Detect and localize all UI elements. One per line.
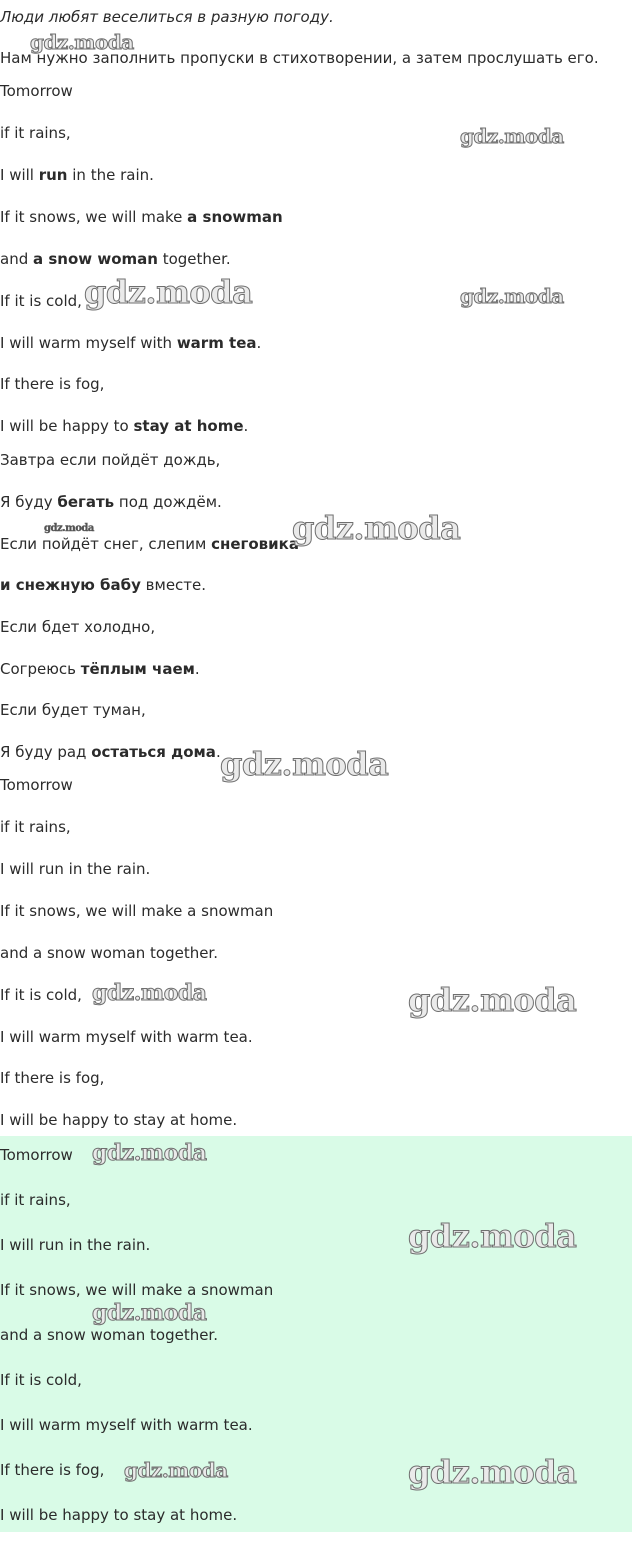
poem-line-plain: I will run in the rain. xyxy=(0,860,151,878)
watermark: gdz.moda xyxy=(92,1140,207,1166)
poem-line-highlighted: If it is cold, xyxy=(0,1371,82,1389)
poem-line-plain: If it is cold, xyxy=(0,986,82,1004)
poem-line-highlighted: if it rains, xyxy=(0,1191,71,1209)
poem-line-filled: Tomorrow xyxy=(0,82,73,100)
poem-line-plain: I will be happy to stay at home. xyxy=(0,1111,238,1129)
translation-line: и снежную бабу вместе. xyxy=(0,576,207,594)
watermark: gdz.moda xyxy=(292,509,461,547)
subtitle: Люди любят веселиться в разную погоду. xyxy=(0,8,334,26)
poem-line-filled: and a snow woman together. xyxy=(0,250,231,268)
poem-line-filled: if it rains, xyxy=(0,124,71,142)
poem-line-highlighted: I will be happy to stay at home. xyxy=(0,1506,238,1524)
poem-line-highlighted: If there is fog, xyxy=(0,1461,105,1479)
watermark: gdz.moda xyxy=(408,981,577,1019)
poem-line-plain: I will warm myself with warm tea. xyxy=(0,1028,253,1046)
poem-line-filled: If it snows, we will make a snowman xyxy=(0,208,283,226)
poem-line-plain: and a snow woman together. xyxy=(0,944,218,962)
watermark: gdz.moda xyxy=(44,523,94,534)
poem-line-filled: I will be happy to stay at home. xyxy=(0,417,249,435)
poem-line-plain: Tomorrow xyxy=(0,776,73,794)
poem-line-highlighted: If it snows, we will make a snowman xyxy=(0,1281,274,1299)
poem-line-highlighted: I will run in the rain. xyxy=(0,1236,151,1254)
poem-line-highlighted: I will warm myself with warm tea. xyxy=(0,1416,253,1434)
poem-line-filled: If there is fog, xyxy=(0,375,105,393)
watermark: gdz.moda xyxy=(30,30,134,54)
poem-line-filled: If it is cold, xyxy=(0,292,82,310)
translation-line: Если пойдёт снег, слепим снеговика xyxy=(0,535,299,553)
poem-line-filled: I will warm myself with warm tea. xyxy=(0,334,262,352)
translation-line: Если будет туман, xyxy=(0,701,146,719)
translation-line: Завтра если пойдёт дождь, xyxy=(0,451,221,469)
instruction: Нам нужно заполнить пропуски в стихотворении, а затем прослушать его. xyxy=(0,49,599,67)
translation-line: Я буду бегать под дождём. xyxy=(0,493,222,511)
watermark: gdz.moda xyxy=(84,273,253,311)
poem-line-highlighted: and a snow woman together. xyxy=(0,1326,218,1344)
poem-line-highlighted: Tomorrow xyxy=(0,1146,73,1164)
translation-line: Если бдет холодно, xyxy=(0,618,156,636)
watermark: gdz.moda xyxy=(408,1453,577,1491)
poem-line-filled: I will run in the rain. xyxy=(0,166,154,184)
watermark: gdz.moda xyxy=(124,1458,228,1482)
watermark: gdz.moda xyxy=(92,1300,207,1326)
translation-line: Согреюсь тёплым чаем. xyxy=(0,660,200,678)
poem-line-plain: If there is fog, xyxy=(0,1069,105,1087)
translation-line: Я буду рад остаться дома. xyxy=(0,743,221,761)
poem-line-plain: If it snows, we will make a snowman xyxy=(0,902,274,920)
watermark: gdz.moda xyxy=(92,980,207,1006)
watermark: gdz.moda xyxy=(408,1217,577,1255)
watermark: gdz.moda xyxy=(460,284,564,308)
poem-line-plain: if it rains, xyxy=(0,818,71,836)
watermark: gdz.moda xyxy=(460,124,564,148)
watermark: gdz.moda xyxy=(220,745,389,783)
